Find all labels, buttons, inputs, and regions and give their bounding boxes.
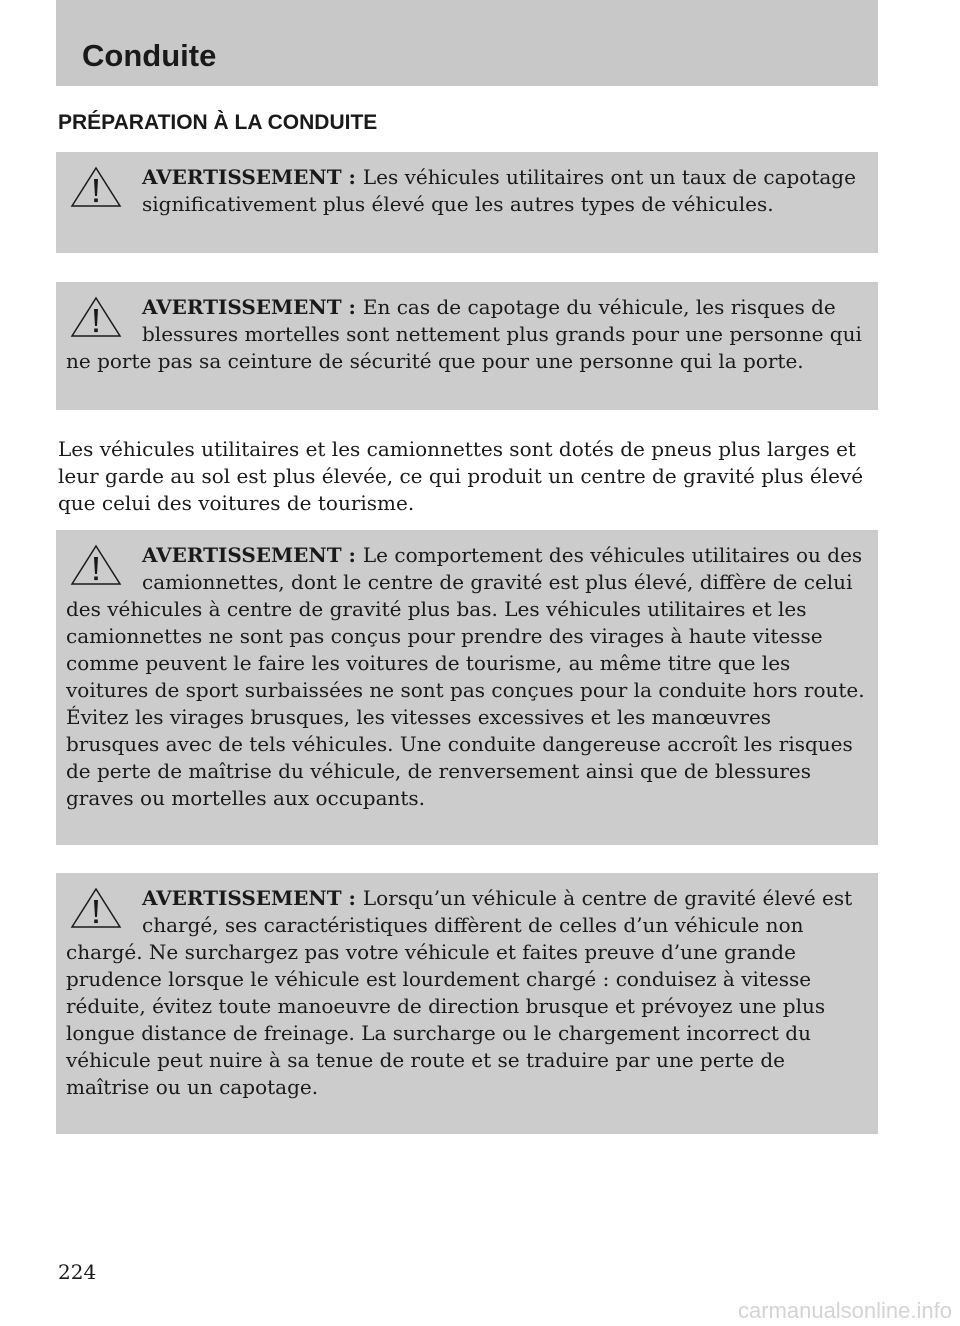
warning-label: AVERTISSEMENT : — [142, 295, 363, 319]
warning-box — [56, 530, 878, 845]
warning-body: Les véhicules utilitaires ont un taux de capotage significativement plus élevé que les autres types de véhicules. — [142, 165, 856, 216]
warning-text — [66, 885, 866, 1101]
watermark: carmanualsonline.info — [737, 1298, 952, 1323]
warning-box — [56, 152, 878, 253]
warning-triangle-icon — [66, 164, 138, 216]
page-number: 224 — [58, 1260, 97, 1284]
warning-box — [56, 282, 878, 410]
warning-text — [66, 294, 866, 375]
chapter-title: Conduite — [82, 38, 217, 73]
warning-triangle-icon — [66, 885, 138, 937]
warning-triangle-icon — [66, 294, 138, 346]
warning-body: Le comportement des véhicules utilitaires ou des camionnettes, dont le centre de gravité est plus élevé, diffère de celui des véhicules à centre de gravité plus bas. Les véhicules utilitaires et les camionnettes ne sont pas conçus pour prendre des virages à haute vitesse comme peuvent le faire les voitures de tourisme, au même titre que les voitures de sport surbaissées ne sont pas conçues pour la conduite hors route. Évitez les virages brusques, les vitesses excessives et les manœuvres brusques avec de tels véhicules. Une conduite dangereuse accroît les risques de perte de maîtrise du véhicule, de renversement ainsi que de blessures graves ou mortelles aux occupants. — [66, 543, 865, 810]
warning-label: AVERTISSEMENT : — [142, 543, 363, 567]
warning-box — [56, 873, 878, 1134]
body-paragraph: Les véhicules utilitaires et les camionnettes sont dotés de pneus plus larges et leur garde au sol est plus élevée, ce qui produit un centre de gravité plus élevé que celui des voitures de tourisme. — [58, 437, 864, 515]
section-heading: PRÉPARATION À LA CONDUITE — [58, 111, 378, 134]
warning-text — [66, 164, 866, 218]
warning-body: En cas de capotage du véhicule, les risques de blessures mortelles sont nettement plus grands pour une personne qui ne porte pas sa ceinture de sécurité que pour une personne qui la porte. — [66, 295, 862, 373]
warning-text — [66, 542, 866, 812]
warning-body: Lorsqu’un véhicule à centre de gravité élevé est chargé, ses caractéristiques diffèrent de celles d’un véhicule non chargé. Ne surchargez pas votre véhicule et faites preuve d’une grande prudence lorsque le véhicule est lourdement chargé : conduisez à vitesse réduite, évitez toute manoeuvre de direction brusque et prévoyez une plus longue distance de freinage. La surcharge ou le chargement incorrect du véhicule peut nuire à sa tenue de route et se traduire par une perte de maîtrise ou un capotage. — [66, 886, 853, 1099]
warning-label: AVERTISSEMENT : — [142, 165, 363, 189]
chapter-header — [56, 0, 878, 86]
warning-label: AVERTISSEMENT : — [142, 886, 363, 910]
warning-triangle-icon — [66, 542, 138, 594]
